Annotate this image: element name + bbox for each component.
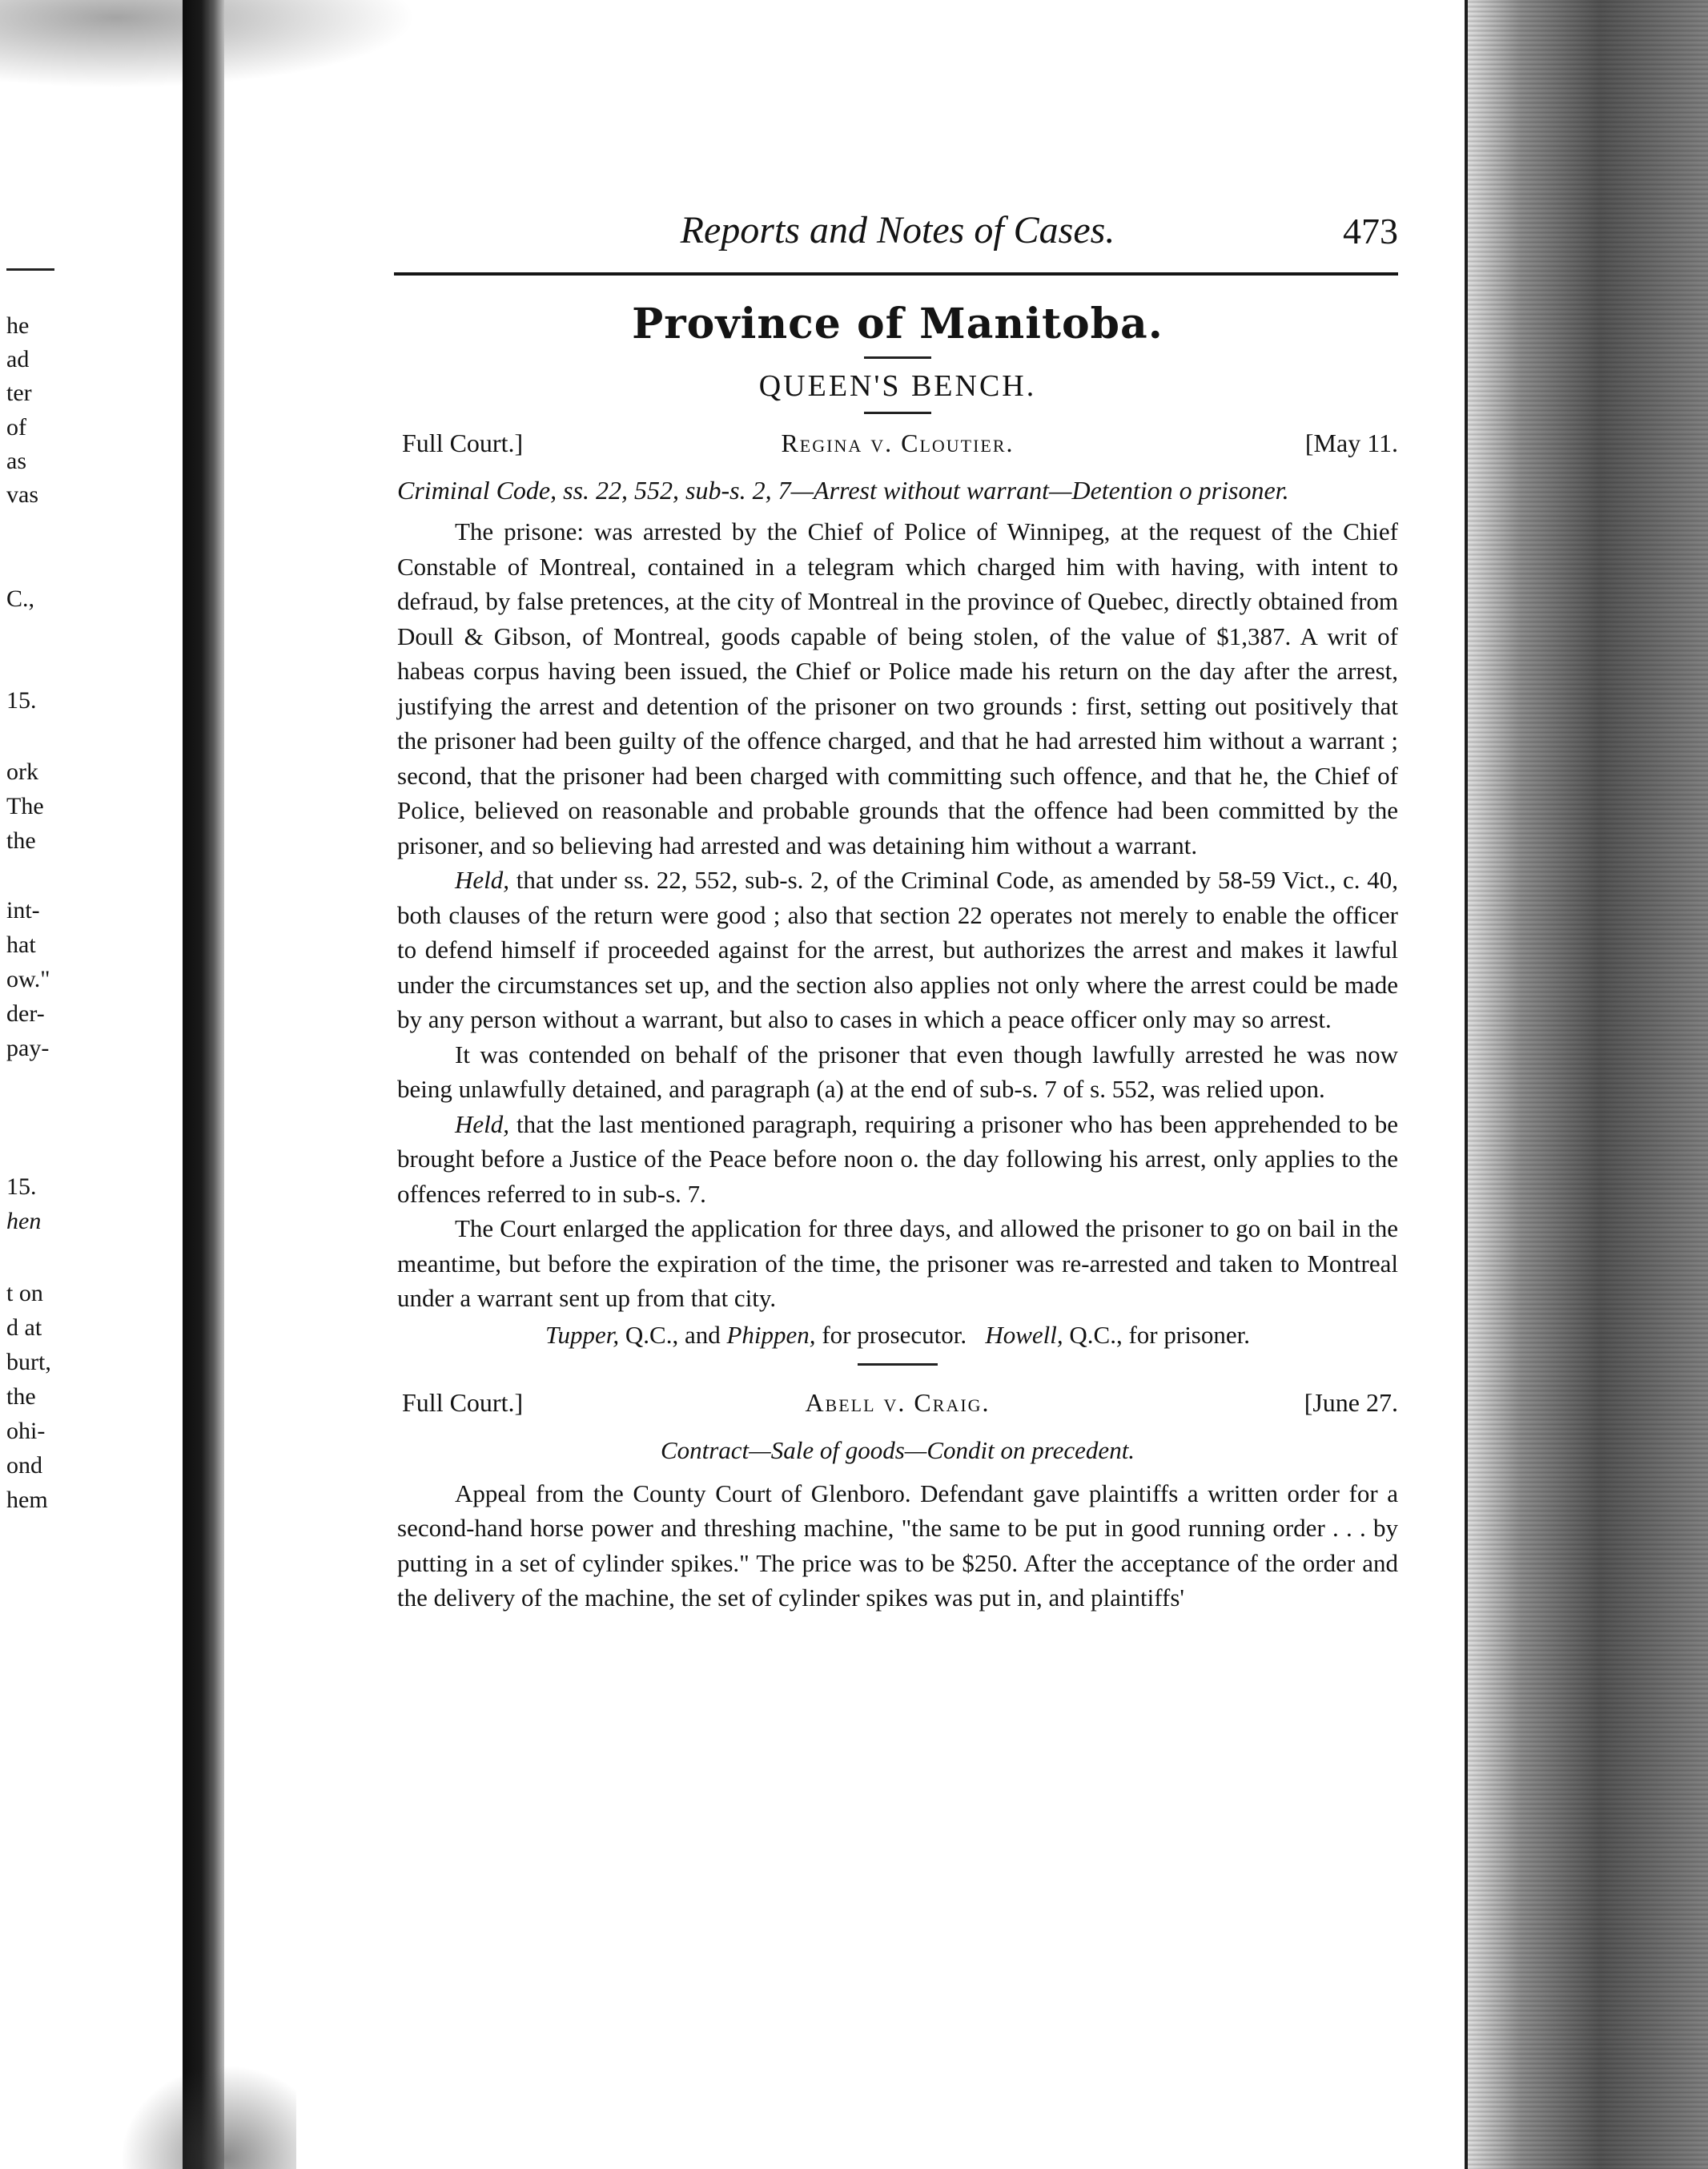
paragraph: [397, 1107, 1398, 1212]
fragment: der-: [6, 1000, 45, 1027]
court-rule: [864, 412, 931, 414]
paragraph: The Court enlarged the application for three days, and allowed the prisoner to go on bail in the meantime, but before the expiration of the time, the prisoner was re-arrested and taken to Montreal under a warrant sent up from that city.: [397, 1214, 1398, 1312]
held-text: that under ss. 22, 552, sub-s. 2, of the Criminal Code, as amended by 58-59 Vict., c. 40, both clauses of the return were good ; also that section 22 operates not merely to enable the officer to defend himself if proceeded against for the arrest, but authorizes the arrest and makes it lawful under the circumstances set up, and the section also applies not only where the arrest could be made by any person without a warrant, but also to cases in which a peace officer only may so arrest.: [397, 866, 1398, 1033]
section-heading: Province of Manitoba.: [632, 300, 1163, 348]
fragment: of: [6, 414, 26, 441]
case-caption: [397, 1388, 1398, 1428]
fragment: int-: [6, 897, 40, 924]
held-label: Held,: [455, 866, 510, 894]
scan-binding-shadow: [183, 0, 224, 2169]
court-heading: QUEEN'S BENCH.: [758, 369, 1037, 403]
fragment: ond: [6, 1452, 42, 1479]
catchwords: Criminal Code, ss. 22, 552, sub-s. 2, 7—Arrest without warrant—Detention o prisoner.: [397, 476, 1289, 505]
case-title: Regina v. Cloutier.: [781, 429, 1015, 457]
fragment: ohi-: [6, 1418, 46, 1444]
counsel-name: Phippen,: [726, 1320, 816, 1349]
fragment: hen: [6, 1208, 42, 1234]
fragment: ork: [6, 759, 38, 785]
fragment: burt,: [6, 1349, 51, 1375]
paragraph: Appeal from the County Court of Glenboro. Defendant gave plaintiffs a written order for a second-hand horse power and threshing machine, "the same to be put in good running order . . . by putting in a set of cylinder spikes." The price was to be $250. After the acceptance of the order and the delivery of the machine, the set of cylinder spikes was put in, and plaintiffs': [397, 1479, 1398, 1612]
held-text: that the last mentioned paragraph, requiring a prisoner who has been apprehended to be brought before a Justice of the Peace before noon o. the day following his arrest, only applies to the offences referred to in sub-s. 7.: [397, 1109, 1399, 1208]
page-number: 473: [1343, 211, 1398, 252]
fragment: ow.": [6, 966, 50, 992]
fragment: he: [6, 312, 30, 339]
counsel-text: Q.C., and: [625, 1320, 721, 1349]
fragment: d at: [6, 1314, 42, 1341]
fragment: t on: [6, 1280, 43, 1306]
court-label: Full Court.]: [402, 429, 524, 457]
counsel-name: Tupper,: [545, 1320, 620, 1349]
catchwords: Contract—Sale of goods—Condit on precedent.: [660, 1435, 1135, 1464]
counsel-text: for prosecutor.: [822, 1320, 967, 1349]
fragment: the: [6, 827, 36, 854]
case-title: Abell v. Craig.: [805, 1387, 991, 1417]
case-caption: [397, 429, 1398, 469]
paragraph: It was contended on behalf of the prisoner that even though lawfully arrested he was now being unlawfully detained, and paragraph (a) at the end of sub-s. 7 of s. 552, was relied upon.: [397, 1040, 1398, 1103]
fragment: ad: [6, 346, 30, 372]
heading-rule: [864, 356, 931, 359]
held-label: Held,: [455, 1109, 510, 1138]
running-title: Reports and Notes of Cases.: [680, 209, 1115, 252]
fragment: hem: [6, 1487, 48, 1513]
page-header: [397, 208, 1398, 264]
case-date: [May 11.: [1304, 429, 1398, 457]
fragment: pay-: [6, 1035, 50, 1061]
fragment: ter: [6, 380, 32, 406]
page-body: [397, 208, 1398, 1616]
case-separator: [858, 1363, 938, 1366]
paragraph: [397, 863, 1398, 1037]
scan-right-noise: [1468, 0, 1708, 2169]
fragment: C.,: [6, 586, 35, 612]
header-rule: [394, 272, 1398, 276]
court-label: Full Court.]: [402, 1387, 524, 1417]
fragment: the: [6, 1383, 36, 1410]
fragment-rule: [6, 268, 54, 271]
scan-smudge-bottom: [120, 2065, 296, 2169]
fragment: 15.: [6, 687, 37, 714]
fragment: as: [6, 448, 26, 474]
paragraph: The prisone: was arrested by the Chief of Police of Winnipeg, at the request of the Chief Constable of Montreal, contained in a telegram which charged him with having, with intent to defraud, by false pretences, at the city of Montreal in the province of Quebec, directly obtained from Doull & Gibson, of Montreal, goods capable of being stolen, of the value of $1,387. A writ of habeas corpus having been issued, the Chief or Police made his return on the day after the arrest, justifying the arrest and detention of the prisoner on two grounds : first, setting out positively that the prisoner had been guilty of the offence charged, and that he had arrested him without a warrant ; second, that the prisoner had been charged with committing such offence, and that he, the Chief of Police, believed on reasonable and probable grounds that the offence had been committed by the prisoner, and so believing had arrested and was detaining him without a warrant.: [397, 517, 1398, 859]
case-date: [June 27.: [1304, 1387, 1398, 1417]
counsel-text: Q.C., for prisoner.: [1069, 1320, 1250, 1349]
fragment: 15.: [6, 1173, 37, 1200]
counsel-name: Howell,: [985, 1320, 1063, 1349]
counsel-line: [397, 1318, 1398, 1352]
fragment: vas: [6, 481, 38, 508]
fragment: hat: [6, 932, 36, 958]
fragment: The: [6, 793, 44, 819]
